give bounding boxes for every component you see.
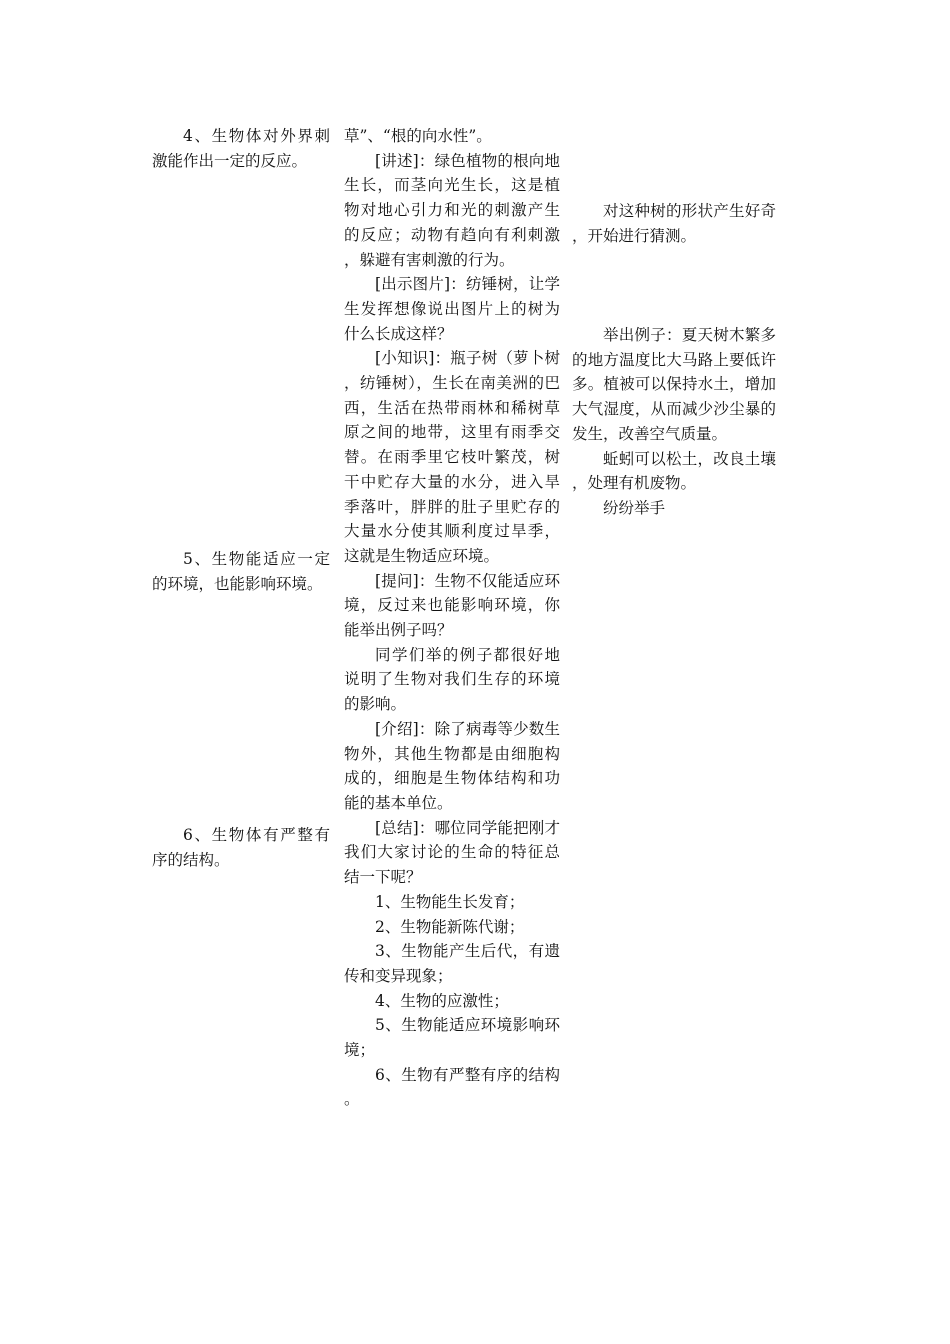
point-5-text: 5、生物能适应一定的环境，也能影响环境。 bbox=[152, 550, 330, 593]
student-guess-text: 对这种树的形状产生好奇，开始进行猜测。 bbox=[572, 202, 776, 245]
praise-paragraph: 同学们举的例子都很好地说明了生物对我们生存的环境的影响。 bbox=[344, 645, 560, 714]
introduction-paragraph: [介绍]：除了病毒等少数生物外，其他生物都是由细胞构成的，细胞是生物体结构和功能的基本单位。 bbox=[344, 719, 560, 812]
question-paragraph: [提问]：生物不仅能适应环境，反过来也能影响环境，你能举出例子吗？ bbox=[344, 571, 560, 640]
student-example-block bbox=[572, 323, 776, 521]
summary-item-1: 1、生物能生长发育； bbox=[375, 892, 525, 911]
summary-item-6: 6、生物有严整有序的结构。 bbox=[344, 1065, 560, 1109]
knowledge-paragraph: [小知识]：瓶子树（萝卜树，纺锤树），生长在南美洲的巴西，生活在热带雨林和稀树草原之间的地带，这里有雨季交替。在雨季里它枝叶繁茂，树干中贮存大量的水分，进入旱季落叶，胖胖的肚子里贮存的大量水分使其顺利度过旱季，这就是生物适应环境。 bbox=[344, 349, 560, 565]
point-5-block bbox=[152, 547, 330, 596]
summary-item-5: 5、生物能适应环境影响环境； bbox=[344, 1016, 560, 1060]
student-guess-block bbox=[572, 199, 776, 248]
lecture-paragraph: [讲述]：绿色植物的根向地生长，而茎向光生长，这是植物对地心引力和光的刺激产生的反应；动物有趋向有利刺激，躲避有害刺激的行为。 bbox=[344, 151, 560, 269]
point-4-block bbox=[152, 124, 330, 173]
teacher-activity-column bbox=[344, 124, 560, 1112]
summary-item-3: 3、生物能产生后代，有遗传和变异现象； bbox=[344, 942, 560, 985]
show-picture-paragraph: [出示图片]：纺锤树，让学生发挥想像说出图片上的树为什么长成这样？ bbox=[344, 275, 560, 343]
summary-item-4: 4、生物的应激性； bbox=[375, 991, 509, 1010]
point-4-text: 4、生物体对外界刺激能作出一定的反应。 bbox=[152, 127, 330, 170]
raise-hands-text: 纷纷举手 bbox=[603, 498, 666, 517]
summary-item-2: 2、生物能新陈代谢； bbox=[375, 917, 525, 936]
point-6-text: 6、生物体有严整有序的结构。 bbox=[152, 826, 330, 869]
continuation-text: 草”、“根的向水性”。 bbox=[344, 127, 492, 145]
student-example-text: 举出例子：夏天树木繁多的地方温度比大马路上要低许多。植被可以保持水土，增加大气湿度，从而减少沙尘暴的发生，改善空气质量。 bbox=[572, 326, 776, 443]
point-6-block bbox=[152, 823, 330, 872]
earthworm-text: 蚯蚓可以松土，改良土壤，处理有机废物。 bbox=[572, 449, 776, 493]
summary-paragraph: [总结]：哪位同学能把刚才我们大家讨论的生命的特征总结一下呢？ bbox=[344, 818, 560, 887]
